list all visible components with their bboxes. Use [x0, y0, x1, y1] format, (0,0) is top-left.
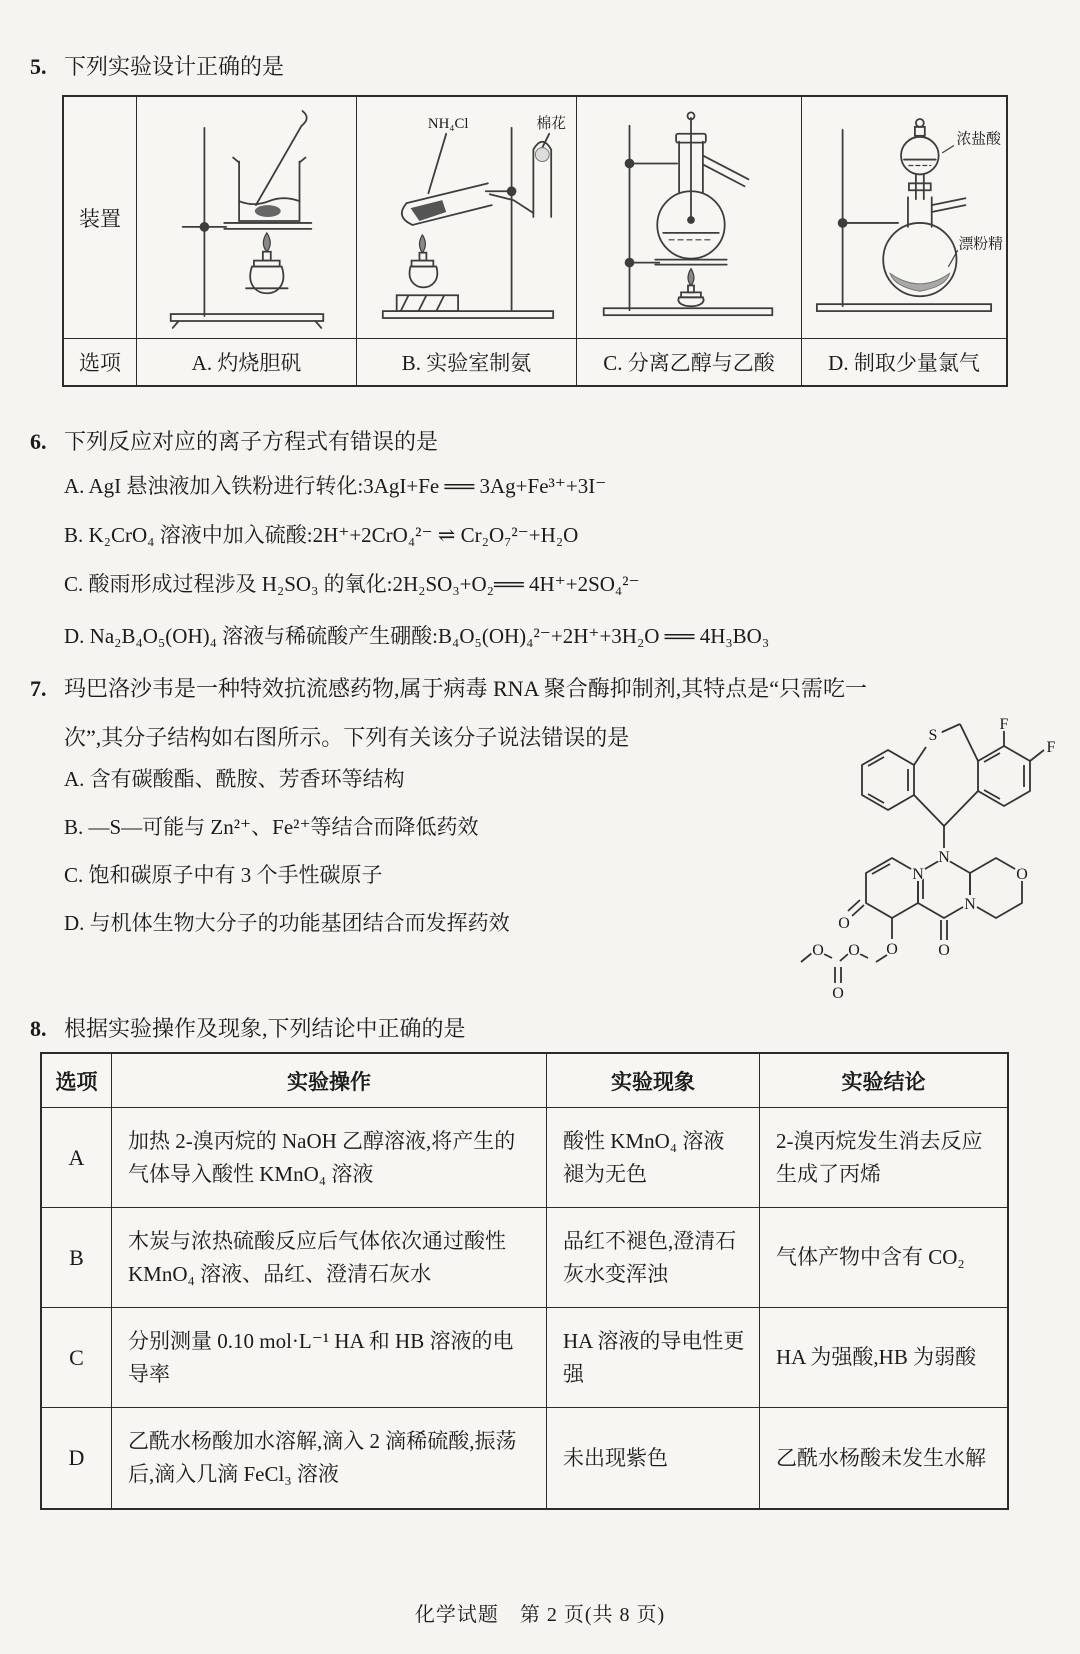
row-b-phenomenon: 品红不褪色,澄清石灰水变浑浊 — [547, 1208, 760, 1308]
apparatus-a-diagram — [143, 100, 351, 336]
question-text: 玛巴洛沙韦是一种特效抗流感药物,属于病毒 RNA 聚合酶抑制剂,其特点是“只需吃一 — [64, 676, 868, 701]
col-header-phenomenon: 实验现象 — [547, 1054, 760, 1108]
bleach-label: 漂粉精 — [958, 236, 1003, 253]
q6-option-d: D. Na₂B₄O₅(OH)₄ 溶液与稀硫酸产生硼酸:B₄O₅(OH)₄²⁻+2H⁺+3H₂O ══ 4H₃BO₃ — [64, 624, 770, 648]
row-c-operation: 分别测量 0.10 mol·L⁻¹ HA 和 HB 溶液的电导率 — [112, 1308, 547, 1408]
oxygen-atom-label: O — [812, 942, 824, 959]
row-d-phenomenon: 未出现紫色 — [547, 1408, 760, 1508]
apparatus-b-cell — [357, 97, 577, 339]
question-number: 5. — [30, 54, 47, 79]
sulfur-atom-label: S — [928, 727, 938, 744]
q6-option-c: C. 酸雨形成过程涉及 H₂SO₃ 的氧化:2H₂SO₃+O₂══ 4H⁺+2SO₄²⁻ — [64, 572, 640, 596]
col-header-operation: 实验操作 — [112, 1054, 547, 1108]
q6-option-a: A. AgI 悬浊液加入铁粉进行转化:3AgI+Fe ══ 3Ag+Fe³⁺+3I⁻ — [64, 474, 607, 498]
row-c-conclusion: HA 为强酸,HB 为弱酸 — [760, 1308, 1007, 1408]
row-d-option: D — [42, 1408, 112, 1508]
row-a-option: A — [42, 1108, 112, 1208]
question-number: 7. — [30, 676, 47, 701]
apparatus-c-cell — [577, 97, 802, 339]
nitrogen-atom-label: N — [964, 896, 976, 913]
fluorine-atom-label: F — [999, 716, 1009, 733]
apparatus-d-cell — [802, 97, 1006, 339]
q5-apparatus-table — [62, 95, 1008, 387]
question-7-stem-line2 — [64, 721, 629, 752]
row-a-operation: 加热 2-溴丙烷的 NaOH 乙醇溶液,将产生的气体导入酸性 KMnO₄ 溶液 — [112, 1108, 547, 1208]
q5-option-d: D. 制取少量氯气 — [828, 351, 980, 375]
atom-labels — [810, 715, 1059, 1002]
oxygen-atom-label: O — [832, 985, 844, 1002]
row-a-conclusion: 2-溴丙烷发生消去反应生成了丙烯 — [760, 1108, 1007, 1208]
q5-option-a: A. 灼烧胆矾 — [137, 339, 357, 385]
oxygen-atom-label: O — [838, 915, 850, 932]
q5-option-c: C. 分离乙醇与乙酸 — [577, 339, 802, 385]
cotton-label: 棉花 — [535, 115, 566, 132]
q8-experiment-table — [40, 1052, 1009, 1510]
fluorine-atom-label: F — [1046, 739, 1056, 756]
nh4cl-label: NH₄Cl — [427, 115, 469, 132]
question-text: 根据实验操作及现象,下列结论中正确的是 — [64, 1016, 466, 1041]
row-b-operation: 木炭与浓热硫酸反应后气体依次通过酸性 KMnO₄ 溶液、品红、澄清石灰水 — [112, 1208, 547, 1308]
row-label-apparatus: 装置 — [64, 97, 137, 339]
oxygen-atom-label: O — [848, 942, 860, 959]
apparatus-c-diagram — [583, 100, 795, 336]
question-8-stem — [30, 1012, 466, 1043]
oxygen-atom-label: O — [886, 941, 898, 958]
question-text: 次”,其分子结构如右图所示。下列有关该分子说法错误的是 — [64, 725, 630, 750]
question-7-stem-line1 — [30, 672, 867, 703]
apparatus-a-cell — [137, 97, 357, 339]
question-text: 下列实验设计正确的是 — [64, 54, 285, 79]
page-footer: 化学试题 第 2 页(共 8 页) — [414, 1604, 666, 1626]
question-5-stem — [30, 50, 284, 81]
apparatus-d-diagram — [803, 100, 1005, 336]
row-d-operation: 乙酰水杨酸加水溶解,滴入 2 滴稀硫酸,振荡后,滴入几滴 FeCl₃ 溶液 — [112, 1408, 547, 1508]
question-text: 下列反应对应的离子方程式有错误的是 — [64, 429, 439, 454]
q6-option-b: B. K₂CrO₄ 溶液中加入硫酸:2H⁺+2CrO₄²⁻ ⇌ Cr₂O₇²⁻+H₂O — [64, 523, 579, 547]
question-6-stem — [30, 425, 438, 456]
nitrogen-atom-label: N — [912, 866, 924, 883]
oxygen-atom-label: O — [938, 942, 950, 959]
row-b-option: B — [42, 1208, 112, 1308]
q5-option-b: B. 实验室制氨 — [357, 339, 577, 385]
question-number: 8. — [30, 1016, 47, 1041]
q7-option-a: A. 含有碳酸酯、酰胺、芳香环等结构 — [64, 767, 405, 791]
col-header-conclusion: 实验结论 — [760, 1054, 1007, 1108]
q7-option-d: D. 与机体生物大分子的功能基团结合而发挥药效 — [64, 911, 510, 935]
row-c-phenomenon: HA 溶液的导电性更强 — [547, 1308, 760, 1408]
q7-option-c: C. 饱和碳原子中有 3 个手性碳原子 — [64, 863, 383, 887]
apparatus-b-diagram — [363, 100, 571, 336]
row-label-options: 选项 — [64, 339, 137, 385]
row-b-conclusion: 气体产物中含有 CO₂ — [760, 1208, 1007, 1308]
row-c-option: C — [42, 1308, 112, 1408]
question-number: 6. — [30, 429, 47, 454]
row-d-conclusion: 乙酰水杨酸未发生水解 — [776, 1445, 986, 1470]
col-header-option: 选项 — [42, 1054, 112, 1108]
hcl-label: 浓盐酸 — [956, 131, 1002, 148]
row-a-phenomenon: 酸性 KMnO₄ 溶液褪为无色 — [547, 1108, 760, 1208]
molecule-structure-diagram — [798, 692, 1078, 1002]
oxygen-atom-label: O — [1016, 866, 1028, 883]
q7-option-b: B. —S—可能与 Zn²⁺、Fe²⁺等结合而降低药效 — [64, 815, 479, 839]
nitrogen-atom-label: N — [938, 849, 950, 866]
